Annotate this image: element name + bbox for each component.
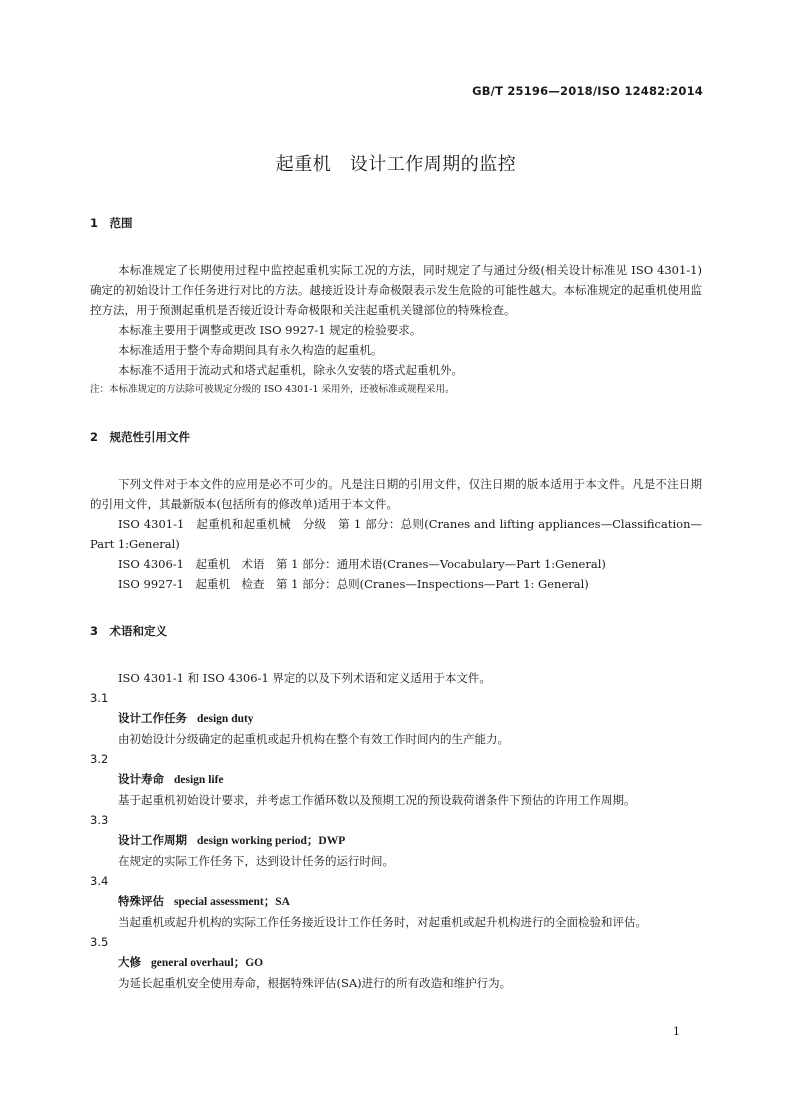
term-definition: 当起重机或起升机构的实际工作任务接近设计工作任务时，对起重机或起升机构进行的全面检验和评估。 [118,915,647,929]
term-english: design duty [197,713,254,725]
section-heading-normative-references: 2 规范性引用文件 [90,430,191,444]
term-heading [90,952,702,973]
term-number: 3.5 [90,935,109,949]
term-definition: 为延长起重机安全使用寿命，根据特殊评估(SA)进行的所有改造和维护行为。 [118,976,512,990]
page-number: 1 [673,1025,680,1038]
term-chinese: 特殊评估 [118,894,164,908]
term-heading [90,769,702,790]
term-chinese: 设计寿命 [118,772,164,786]
term-english: design working period；DWP [197,835,346,847]
term-chinese: 设计工作周期 [118,833,187,847]
term-chinese: 设计工作任务 [118,711,187,725]
reference-iso-9927-1: ISO 9927-1 起重机 检查 第 1 部分：总则(Cranes—Inspections—Part 1: General) [118,577,589,591]
standard-code: GB/T 25196—2018/ISO 12482:2014 [472,84,703,98]
term-definition: 由初始设计分级确定的起重机或起升机构在整个有效工作时间内的生产能力。 [118,732,509,746]
term-heading [90,830,702,851]
term-heading [90,891,702,912]
scope-note [90,380,702,400]
term-english: design life [174,774,224,786]
scope-paragraph-4: 本标准不适用于流动式和塔式起重机，除永久安装的塔式起重机外。 [118,363,463,377]
references-intro-paragraph: 下列文件对于本文件的应用是必不可少的。凡是注日期的引用文件，仅注日期的版本适用于本文件。凡是不注日期的引用文件，其最新版本(包括所有的修改单)适用于本文件。 [90,477,702,511]
term-number: 3.4 [90,874,109,888]
scope-paragraph-2: 本标准主要用于调整或更改 ISO 9927-1 规定的检验要求。 [118,323,422,337]
term-definition: 基于起重机初始设计要求，并考虑工作循环数以及预期工况的预设载荷谱条件下预估的许用工作周期。 [118,793,636,807]
term-number: 3.3 [90,813,109,827]
terms-intro-paragraph: ISO 4301-1 和 ISO 4306-1 界定的以及下列术语和定义适用于本文件。 [118,671,491,685]
term-english: special assessment；SA [174,896,290,908]
document-body [90,213,702,993]
term-number: 3.2 [90,752,109,766]
reference-iso-4306-1: ISO 4306-1 起重机 术语 第 1 部分：通用术语(Cranes—Vocabulary—Part 1:General) [118,557,606,571]
scope-note-text: 注：本标准规定的方法除可被规定分级的 ISO 4301-1 采用外，还被标准或规程采用。 [90,384,455,395]
reference-iso-4301-1: ISO 4301-1 起重机和起重机械 分级 第 1 部分：总则(Cranes and lifting appliances—Classification—Part 1:General) [90,517,702,551]
term-number: 3.1 [90,691,109,705]
document-title: 起重机 设计工作周期的监控 [275,154,517,175]
term-definition: 在规定的实际工作任务下，达到设计任务的运行时间。 [118,854,394,868]
scope-paragraph-1: 本标准规定了长期使用过程中监控起重机实际工况的方法，同时规定了与通过分级(相关设计标准见 ISO 4301-1)确定的初始设计工作任务进行对比的方法。越接近设计寿命极限表示发生危险的可能性越大。本标准规定的起重机使用监控方法，用于预测起重机是否接近设计寿命极限和关注起重机关键部位的特殊检查。 [90,263,702,317]
term-chinese: 大修 [118,955,141,969]
section-heading-terms-definitions: 3 术语和定义 [90,624,168,638]
scope-paragraph-3: 本标准适用于整个寿命期间具有永久构造的起重机。 [118,343,383,357]
section-heading-scope: 1 范围 [90,216,133,230]
term-heading [90,708,702,729]
term-english: general overhaul；GO [151,957,264,969]
